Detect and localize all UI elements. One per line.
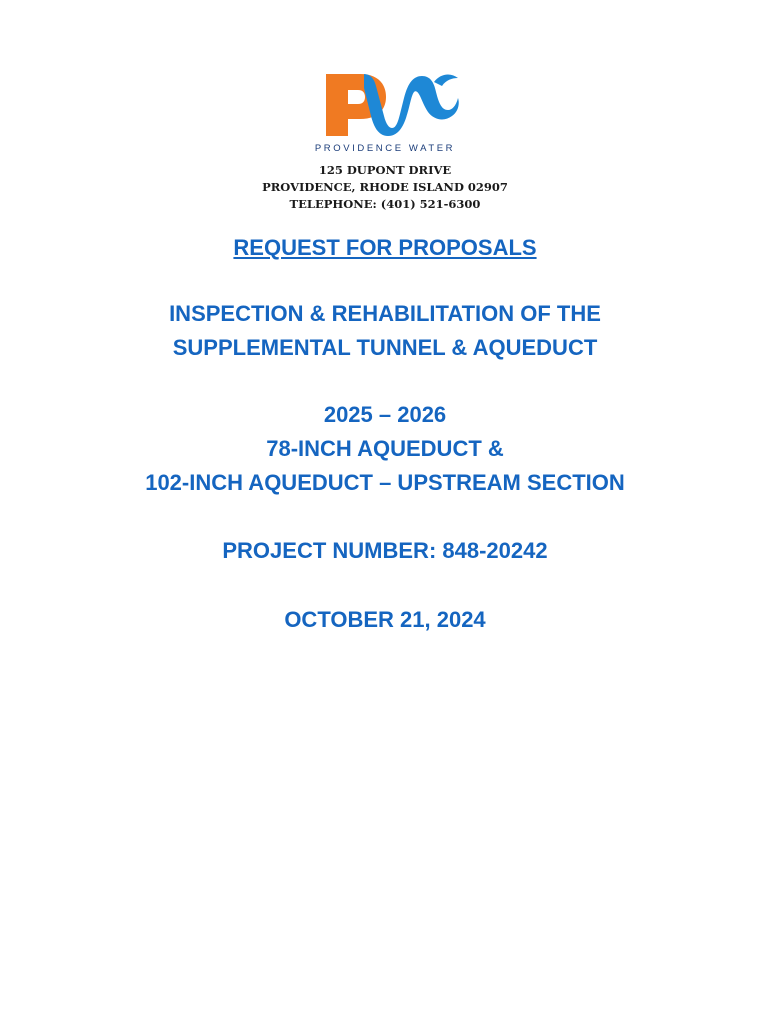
logo-caption: PROVIDENCE WATER [314,143,456,154]
document-date: OCTOBER 21, 2024 [284,607,486,632]
subtitle-line-1: 78-INCH AQUEDUCT & [266,436,504,461]
address-street: 125 DUPONT DRIVE [318,163,452,177]
address-city: PROVIDENCE, RHODE ISLAND 02907 [262,180,508,194]
title-line-2: SUPPLEMENTAL TUNNEL & AQUEDUCT [172,335,598,360]
document-heading: REQUEST FOR PROPOSALS [233,235,537,260]
address-telephone: TELEPHONE: (401) 521-6300 [289,197,481,211]
project-years: 2025 – 2026 [323,402,447,427]
subtitle-line-2: 102-INCH AQUEDUCT – UPSTREAM SECTION [145,470,625,495]
title-line-1: INSPECTION & REHABILITATION OF THE [169,301,601,326]
pw-logo-icon [316,68,466,148]
project-number: PROJECT NUMBER: 848-20242 [222,538,548,563]
